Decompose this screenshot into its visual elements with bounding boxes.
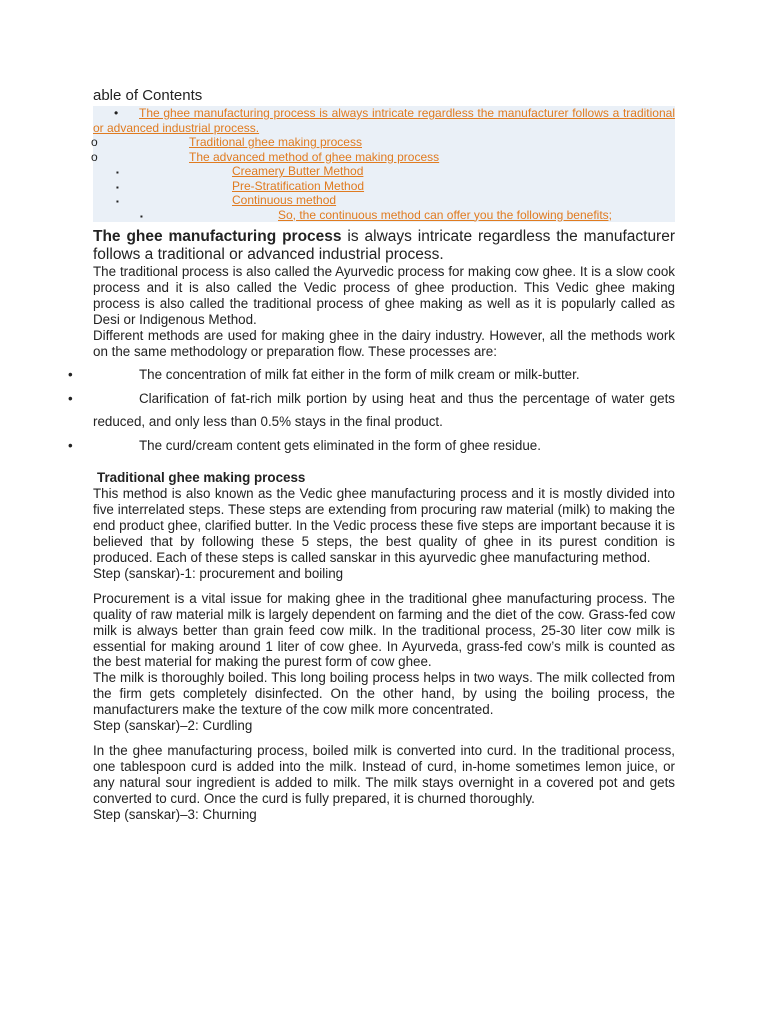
toc-link-traditional[interactable]: Traditional ghee making process <box>189 135 362 149</box>
table-of-contents <box>93 106 675 222</box>
toc-item-continuous <box>93 193 675 208</box>
toc-item-pre-stratification <box>93 179 675 194</box>
toc-link-pre-stratification[interactable]: Pre-Stratification Method <box>232 178 365 193</box>
article-body <box>68 228 676 822</box>
step-3-heading: Step (sanskar)–3: Churning <box>93 806 257 822</box>
list-bullet: • <box>68 437 73 453</box>
toc-link-creamery[interactable]: Creamery Butter Method <box>232 164 364 178</box>
toc-link-advanced[interactable]: The advanced method of ghee making process <box>189 149 440 164</box>
list-bullet: • <box>68 390 73 406</box>
step-1-heading: Step (sanskar)-1: procurement and boiling <box>93 565 344 581</box>
list-bullet: • <box>68 367 73 383</box>
toc-bullet: ▪ <box>116 197 119 206</box>
toc-link-continuous[interactable]: Continuous method <box>232 193 337 207</box>
toc-item-ghee-manufacturing <box>93 106 675 135</box>
heading-traditional: Traditional ghee making process <box>97 470 306 486</box>
toc-link-ghee-manufacturing[interactable]: The ghee manufacturing process is always intricate regardless the manufacturer follows a traditional or advanced industrial process. <box>93 106 675 135</box>
toc-bullet: o <box>91 135 98 149</box>
process-list <box>68 363 675 457</box>
toc-item-creamery <box>93 164 675 179</box>
toc-bullet: ▪ <box>116 168 119 177</box>
list-item: • The concentration of milk fat either in the form of milk cream or milk-butter. <box>93 363 675 387</box>
list-item: • Clarification of fat-rich milk portion by using heat and thus the percentage of water gets reduced, and only less than 0.5% stays in the final product. <box>93 387 675 434</box>
toc-item-traditional <box>93 135 675 150</box>
toc-bullet: ▪ <box>116 182 119 192</box>
lead-bold: The ghee manufacturing process <box>93 228 342 245</box>
toc-bullet: o <box>91 149 98 164</box>
toc-item-benefits <box>93 208 675 223</box>
paragraph-vedic: This method is also known as the Vedic ghee manufacturing process and it is mostly divided into five interrelated steps. These steps are extending from procuring raw material (milk) to making the end product ghee, clarified butter. In the Vedic process these five steps are important because it is believed that by following these 5 steps, the best quality of ghee in its purest condition is produced. Each of these steps is called sanskar in this ayurvedic ghee manufacturing method. <box>93 486 675 565</box>
step-2-heading: Step (sanskar)–2: Curdling <box>93 718 253 734</box>
paragraph-ayurvedic: The traditional process is also called the Ayurvedic process for making cow ghee. It is a slow cook process and it is also called the Vedic process of ghee production. This Vedic ghee making process is also called the traditional process of ghee making as well as it is popularly called as Desi or Indigenous Method. <box>93 264 675 327</box>
toc-bullet: ▪ <box>140 211 143 221</box>
toc-bullet: • <box>114 106 119 120</box>
toc-link-benefits[interactable]: So, the continuous method can offer you the following benefits; <box>278 207 612 222</box>
lead-paragraph <box>93 228 675 264</box>
lead-rest: is always intricate regardless the manufacturer follows a traditional or advanced industrial process. <box>93 228 676 263</box>
toc-item-advanced <box>93 150 675 165</box>
list-item: • The curd/cream content gets eliminated in the form of ghee residue. <box>93 434 675 458</box>
paragraph-procurement: Procurement is a vital issue for making ghee in the traditional ghee manufacturing process. The quality of raw material milk is largely dependent on farming and the diet of the cow. Grass-fed cow milk is always better than grain feed cow milk. In the traditional process, 25-30 liter cow milk is essential for making around 1 liter of cow ghee. In Ayurveda, grass-fed cow’s milk is counted as the best material for making the purest form of cow ghee. <box>93 590 675 670</box>
paragraph-boiling: The milk is thoroughly boiled. This long boiling process helps in two ways. The milk collected from the firm gets completely disinfected. On the other hand, by using the boiling process, the manufacturers make the texture of the cow milk more concentrated. <box>93 670 675 718</box>
paragraph-curdling: In the ghee manufacturing process, boiled milk is converted into curd. In the traditional process, one tablespoon curd is added into the milk. Instead of curd, in-home sometimes lemon juice, or any natural sour ingredient is added to milk. The milk stays overnight in a covered pot and gets converted to curd. Once the curd is fully prepared, it is churned thoroughly. <box>93 742 675 806</box>
paragraph-methods: Different methods are used for making ghee in the dairy industry. However, all the methods work on the same methodology or preparation flow. These processes are: <box>93 327 675 359</box>
toc-title: able of Contents <box>93 87 203 104</box>
